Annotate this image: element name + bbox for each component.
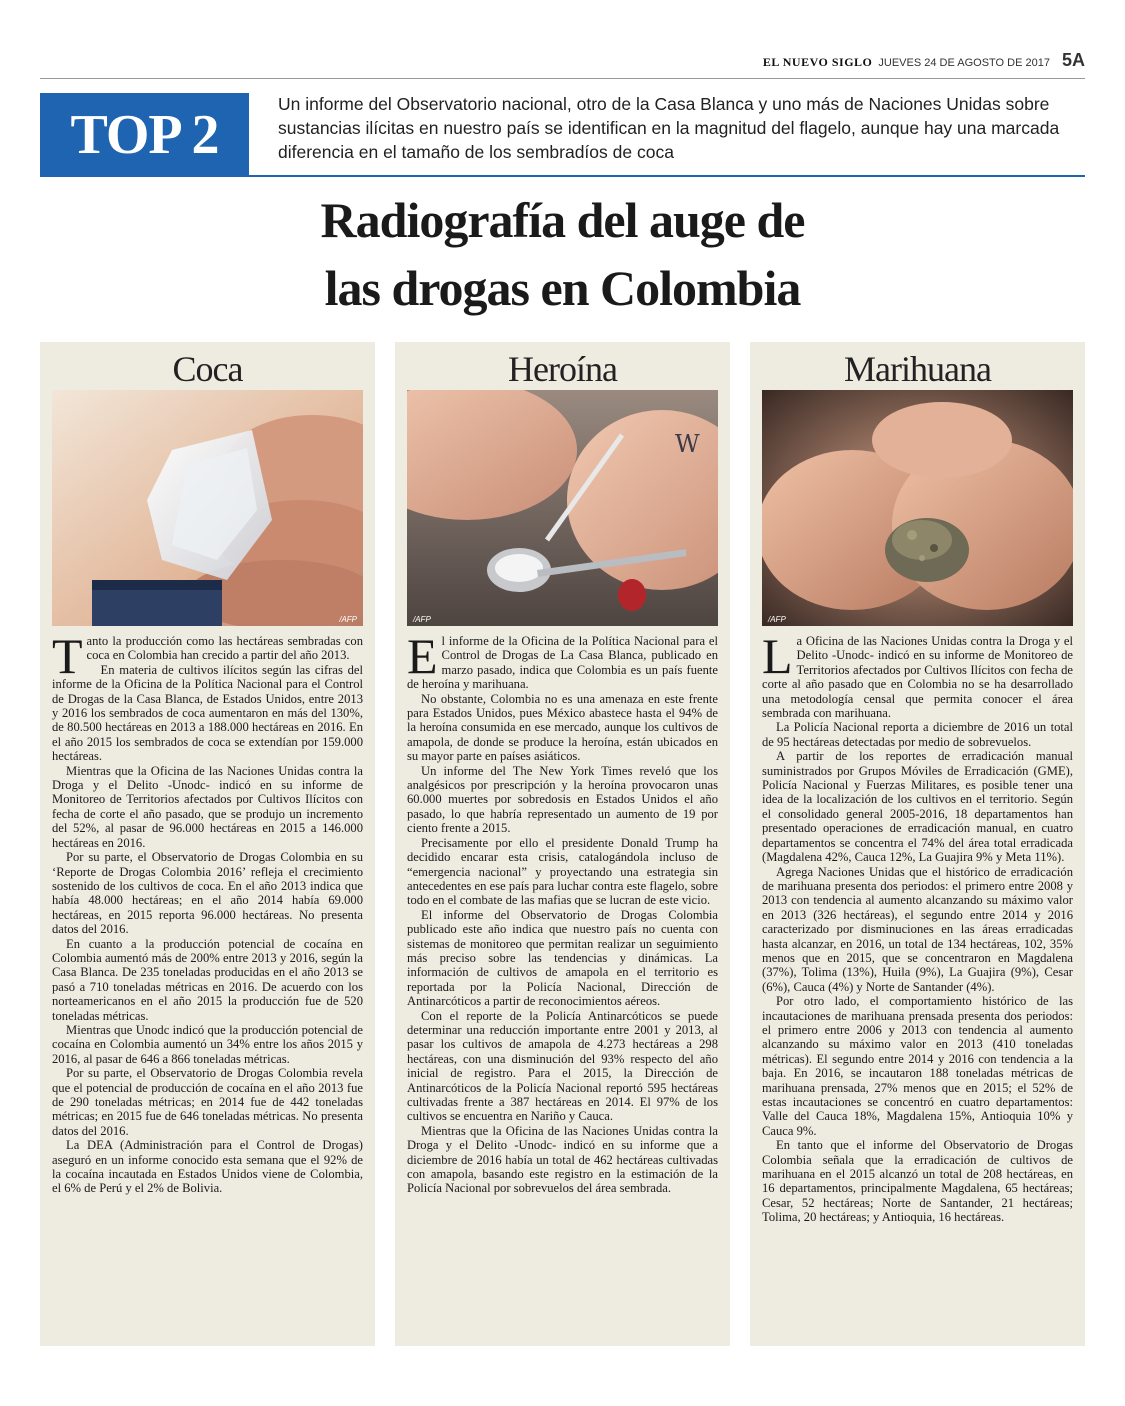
paragraph-lead (407, 628, 718, 692)
paragraph-lead (762, 628, 1073, 721)
drop-cap: L (762, 628, 793, 684)
paragraph: Mientras que la Oficina de las Naciones Unidas contra la Droga y el Delito -Unodc- indicó en su informe de Monitoreo de Territorios afectados por Cultivos Ilícitos con fecha de corte el año pasado, que se produjo un incremento del 52%, al pasar de 96.000 hectáreas en 2015 a 146.000 hectáreas en 2016. (52, 763, 363, 850)
column-heroina (395, 342, 730, 1346)
article-body-heroina (407, 628, 718, 1196)
photo-coca (52, 390, 363, 626)
paragraph: Por su parte, el Observatorio de Drogas Colombia revela que el potencial de producción de cocaína en el año 2013 fue de 290 toneladas métricas; en 2014 fue de 442 toneladas métricas; en 2015 fue de 646 toneladas métricas. No presenta datos del 2016. (52, 1066, 363, 1138)
paragraph: Agrega Naciones Unidas que el histórico de erradicación de marihuana presenta dos periodos: el primero entre 2008 y 2013 con tendencia al aumento alcanzando su máximo valor en 2013 (326 hectáreas), el segundo entre 2014 y 2016 caracterizado por disminuciones en las áreas erradicadas hasta alcanzar, en 2016, un total de 134 hectáreas, 102, 35% menos que en 2015, que se concentraron en Magdalena (37%), Tolima (13%), Huila (9%), La Guajira (9%), Cesar (6%), Cauca (4%) y Norte de Santander (4%). (762, 864, 1073, 994)
masthead (40, 50, 1085, 79)
paragraph: No obstante, Colombia no es una amenaza en este frente para Estados Unidos, pues México abastece hasta el 94% de la heroína consumida en ese mercado, aunque los cultivos de amapola, de donde se produce la heroína, están ubicados en su mayor parte en países asiáticos. (407, 691, 718, 764)
headline (140, 186, 985, 322)
paragraph: A partir de los reportes de erradicación manual suministrados por Grupos Móviles de Erradicación (GME), Policía Nacional y Fuerzas Militares, es posible tener una idea de la localización de los cultivos en el territorio. Según el consolidado general 2005-2016, 18 departamentos han presentado operaciones de erradicación manual, en cuatro departamentos se concentra el 74% del área total erradicada (Magdalena 42%, Cauca 12%, La Guajira 9% y Meta 11%). (762, 749, 1073, 865)
paragraph: En materia de cultivos ilícitos según las cifras del informe de la Oficina de la Política Nacional para el Control de Drogas de la Casa Blanca, de Estados Unidos, entre 2013 y 2016 los sembrados de coca aumentaron en más del 130%, de 80.500 hectáreas en 2013 a 188.000 hectáreas en 2016. En el año 2015 los sembrados de coca se extendían por 159.000 hectáreas. (52, 662, 363, 764)
drop-cap: T (52, 628, 83, 684)
drop-cap: E (407, 628, 438, 684)
headline-line-2: las drogas en Colombia (324, 260, 801, 316)
paragraph: Precisamente por ello el presidente Donald Trump ha decidido encarar esta crisis, catalogándola incluso de “emergencia nacional” y proyectando una estrategia sin antecedentes en ese país para luchar contra este flagelo, sobre todo en el combate de las mafias que se lucran de este vicio. (407, 835, 718, 908)
paragraph: En cuanto a la producción potencial de cocaína en Colombia aumentó más de 200% entre 2013 y 2016, según la Casa Blanca. De 235 toneladas producidas en el año 2013 se pasó a 710 toneladas métricas en 2016. De acuerdo con los norteamericanos en el año 2015 la producción fue de 520 toneladas métricas. (52, 936, 363, 1023)
svg-text:W: W (675, 430, 700, 458)
masthead-info (763, 50, 1085, 71)
paragraph: Con el reporte de la Policía Antinarcóticos se puede determinar una reducción importante entre 2001 y 2013, al pasar los cultivos de amapola de 4.273 hectáreas a 298 hectáreas, con una disminución del 93% respecto del año inicial de registro. Para el 2015, la Dirección de Antinarcóticos de la Policía Nacional reportó 595 hectáreas cultivadas frente a 387 hectáreas en 2014. El 97% de los cultivos se encuentra en Nariño y Cauca. (407, 1008, 718, 1124)
column-coca (40, 342, 375, 1346)
headline-line-1: Radiografía del auge de (320, 192, 805, 248)
lead-text: l informe de la Oficina de la Política Nacional para el Control de Drogas de La Casa Blanca, publicado en marzo pasado, indica que Colombia es un país fuente de heroína y marihuana. (407, 634, 718, 692)
paragraph: Mientras que Unodc indicó que la producción potencial de cocaína en Colombia aumentó un 34% entre los años 2015 y 2016, al pasar de 646 a 866 toneladas métricas. (52, 1022, 363, 1066)
paragraph: En tanto que el informe del Observatorio de Drogas Colombia señala que la erradicación de cultivos de marihuana en el 2015 alcanzó un total de 208 hectáreas, en 16 departamentos, principalmente Magdalena, 65 hectáreas; Cesar, 52 hectáreas; Norte de Santander, 21 hectáreas; Tolima, 20 hectáreas; y Antioquia, 16 hectáreas. (762, 1138, 1073, 1225)
column-title-heroina: Heroína (508, 349, 617, 389)
column-title-coca: Coca (172, 349, 243, 389)
spoon-syringe-photo (407, 390, 718, 626)
paragraph: La Policía Nacional reporta a diciembre de 2016 un total de 95 hectáreas detectadas por medio de sobrevuelos. (762, 720, 1073, 749)
photo-marihuana (762, 390, 1073, 626)
section-tag: TOP 2 (40, 93, 249, 177)
newspaper-name: EL NUEVO SIGLO (762, 55, 873, 69)
paragraph: Mientras que la Oficina de las Naciones Unidas contra la Droga y el Delito -Unodc- indicó en su informe que a diciembre de 2016 había un total de 462 hectáreas cultivadas con amapola, basando este registro en la estimación de la Policía Nacional por sobrevuelos del área sembrada. (407, 1123, 718, 1196)
photo-heroina (407, 390, 718, 626)
issue-date: JUEVES 24 DE AGOSTO DE 2017 (878, 57, 1050, 69)
column-marihuana (750, 342, 1085, 1346)
paragraph: Por otro lado, el comportamiento histórico de las incautaciones de marihuana prensada presenta dos periodos: el primero entre 2006 y 2013 con tendencia al aumento alcanzando su máximo valor en 2013 (410 toneladas métricas). El segundo entre 2014 y 2016 con tendencia a la baja. En 2016, se incautaron 188 toneladas métricas de marihuana prensada, 27% menos que en 2015; el 52% de estas incautaciones se concentró en cuatro departamentos: Valle del Cauca 18%, Magdalena 15%, Antioquia 10% y Cauca 9%. (762, 994, 1073, 1138)
hands-marihuana-photo (762, 390, 1073, 626)
page-number: 5A (1061, 50, 1085, 70)
coca-bag-photo (52, 390, 363, 626)
lead-text: anto la producción como las hectáreas sembradas con coca en Colombia han crecido a partir del año 2013. (86, 634, 363, 663)
intro-deck: Un informe del Observatorio nacional, otro de la Casa Blanca y uno más de Naciones Unidas sobre sustancias ilícitas en nuestro país se identifican en la magnitud del flagelo, aunque hay una marcada diferencia en el tamaño de los sembradíos de coca (278, 94, 1060, 162)
lead-text: a Oficina de las Naciones Unidas contra la Droga y el Delito -Unodc- indicó en su informe de Monitoreo de Territorios afectados por Cultivos Ilícitos con fecha de corte al año pasado que en Colombia no se ha desarrollado una metodología censal que permita conocer el área sembrada con marihuana. (762, 634, 1073, 721)
photo-credit-heroina: /AFP (413, 615, 431, 624)
article-body-marihuana (762, 628, 1073, 1225)
column-title-marihuana: Marihuana (844, 349, 991, 389)
paragraph: Por su parte, el Observatorio de Drogas Colombia en su ‘Reporte de Drogas Colombia 2016’ refleja el crecimiento sostenido de los cultivos de coca. En el año 2013 indica que había 48.000 hectáreas; en el año 2014 había 69.000 hectáreas, en 2015 reporta 96.000 hectáreas. No presenta datos del 2016. (52, 850, 363, 937)
photo-credit-marihuana: /AFP (768, 615, 786, 624)
photo-credit-coca: /AFP (339, 615, 357, 624)
intro-divider (40, 175, 1085, 177)
paragraph: Un informe del The New York Times reveló que los analgésicos por prescripción y la heroína provocaron unas 60.000 muertes por sobredosis en Estados Unidos el año pasado, lo que habría representado un aumento de 19 por ciento frente a 2015. (407, 763, 718, 836)
article-body-coca (52, 628, 363, 1196)
paragraph-lead (52, 628, 363, 684)
paragraph: El informe del Observatorio de Drogas Colombia publicado este año indica que nuestro país no cuenta con sistemas de monitoreo que permitan realizar un seguimiento más preciso sobre las tendencias y dinámicas. La información de cultivos de amapola en el territorio es reportada por la Policía Nacional, Dirección de Antinarcóticos a partir de reconocimientos aéreos. (407, 907, 718, 1009)
paragraph: La DEA (Administración para el Control de Drogas) aseguró en un informe conocido esta semana que el 92% de la cocaína incautada en Estados Unidos viene de Colombia, el 6% de Perú y el 2% de Bolivia. (52, 1138, 363, 1196)
